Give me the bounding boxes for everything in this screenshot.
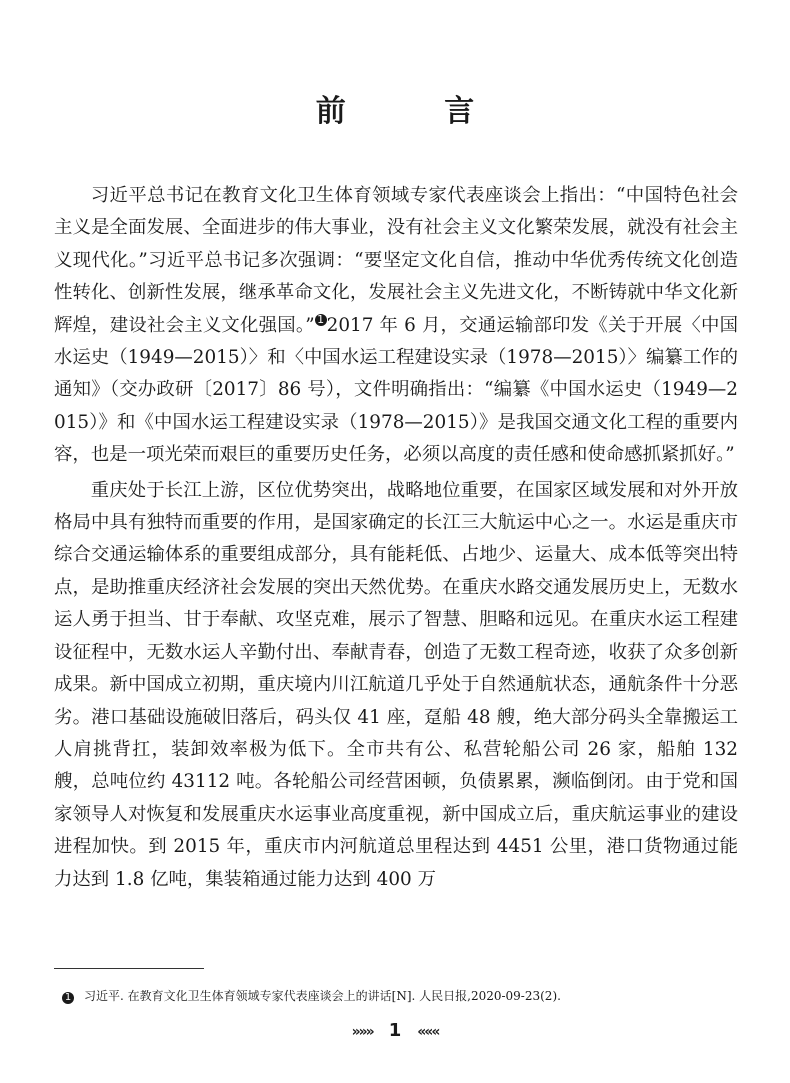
footnote-text: 习近平. 在教育文化卫生体育领域专家代表座谈会上的讲话[N]. 人民日报,2020-09-23(2). xyxy=(84,989,561,1003)
page-title: 前 言 xyxy=(315,94,519,129)
page-number-value: 1 xyxy=(388,1020,402,1041)
paragraph-1-text-before-mark: 习近平总书记在教育文化卫生体育领域专家代表座谈会上指出：“中国特色社会主义是全面发展、全面进步的伟大事业，没有社会主义文化繁荣发展，就没有社会主义现代化。”习近平总书记多次强调：“要坚定文化自信，推动中华优秀传统文化创造性转化、创新性发展，继承革命文化，发展社会主义先进文化，不断铸就中华文化新辉煌，建设社会主义文化强国。” xyxy=(54,185,738,336)
page-number-left-ornament: »»» xyxy=(351,1024,373,1040)
paragraph-2: 重庆处于长江上游，区位优势突出，战略地位重要，在国家区域发展和对外开放格局中具有独特而重要的作用，是国家确定的长江三大航运中心之一。水运是重庆市综合交通运输体系的重要组成部分，具有能耗低、占地少、运量大、成本低等突出特点，是助推重庆经济社会发展的突出天然优势。在重庆水路交通发展历史上，无数水运人勇于担当、甘于奉献、攻坚克难，展示了智慧、胆略和远见。在重庆水运工程建设征程中，无数水运人辛勤付出、奉献青春，创造了无数工程奇迹，收获了众多创新成果。新中国成立初期，重庆境内川江航道几乎处于自然通航状态，通航条件十分恶劣。港口基础设施破旧落后，码头仅 41 座，趸船 48 艘，绝大部分码头全靠搬运工人肩挑背扛，装卸效率极为低下。全市共有公、私营轮船公司 26 家，船舶 132 艘，总吨位约 43112 吨。各轮船公司经营困顿，负债累累，濒临倒闭。由于党和国家领导人对恢复和发展重庆水运事业高度重视，新中国成立后，重庆航运事业的建设进程加快。到 2015 年，重庆市内河航道总里程达到 4451 公里，港口货物通过能力达到 1.8 亿吨，集装箱通过能力达到 400 万 xyxy=(54,479,738,890)
footnote xyxy=(62,988,752,1004)
footnote-mark: 1 xyxy=(62,992,74,1004)
body-text xyxy=(54,180,738,896)
paragraph-1-text-after-mark: 2017 年 6 月，交通运输部印发《关于开展〈中国水运史（1949—2015）〉和〈中国水运工程建设实录（1978—2015）〉编纂工作的通知》（交办政研〔2017〕86 号），文件明确指出：“编纂《中国水运史（1949—2015）》和《中国水运工程建设实录（1978—2015）》是我国交通文化工程的重要内容，也是一项光荣而艰巨的重要历史任务，必须以高度的责任感和使命感抓紧抓好。” xyxy=(54,314,738,466)
footnote-reference-mark[interactable]: 1 xyxy=(315,314,327,326)
page-number xyxy=(0,1020,790,1043)
footnote-divider xyxy=(54,968,204,969)
page-number-right-ornament: ««« xyxy=(417,1024,439,1040)
paragraph-1 xyxy=(54,180,738,472)
